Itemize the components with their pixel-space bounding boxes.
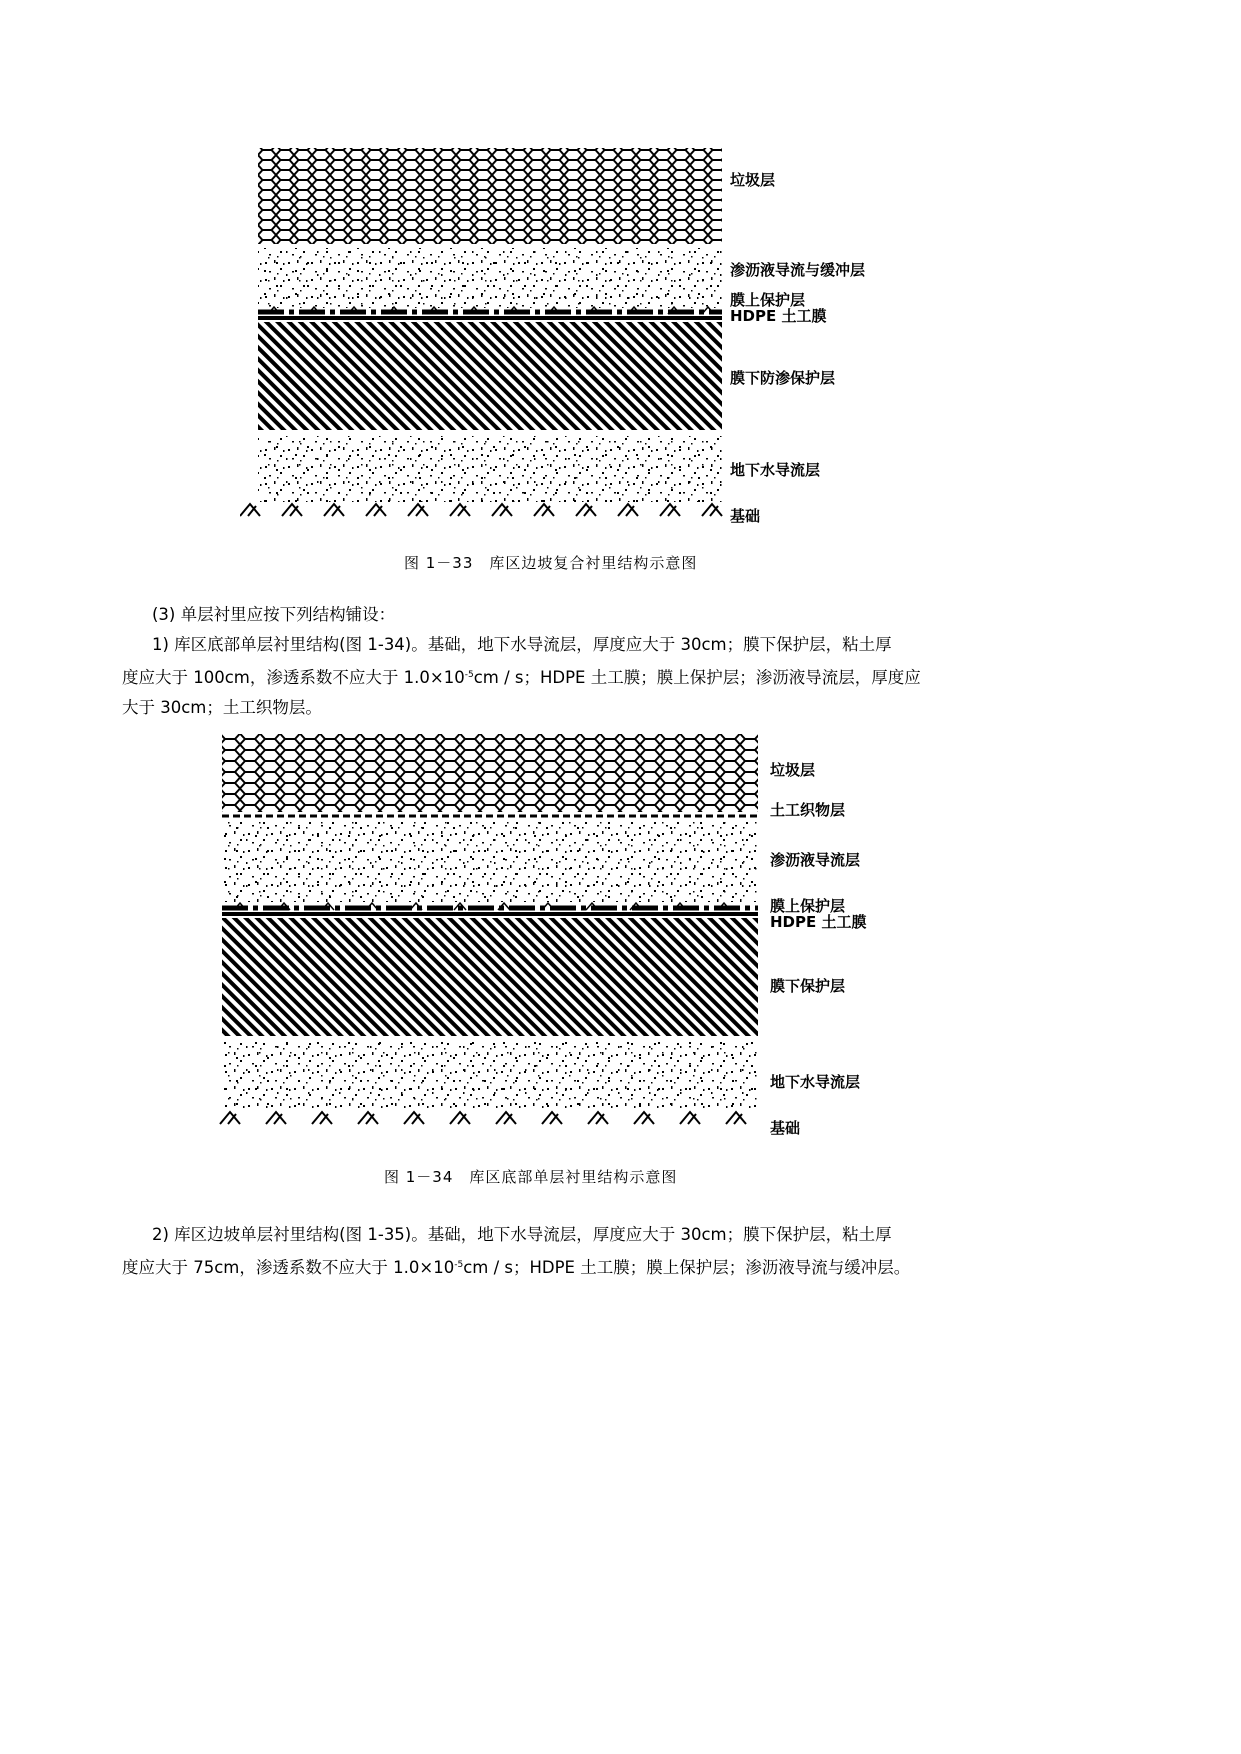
fig2-label-foundation: 基础 [770,1119,801,1137]
under-membrane-protection-layer [258,322,722,430]
garbage-layer [222,734,758,812]
section-3-text [122,600,1122,723]
item-1-line-1: 1) 库区底部单层衬里结构(图 1-34)。基础，地下水导流层，厚度应大于 30cm；膜下保护层，粘土厚 [152,635,892,654]
hdpe-membrane [222,912,758,916]
foundation-symbols [240,504,722,516]
item-2-line-1: 2) 库区边坡单层衬里结构(图 1-35)。基础，地下水导流层，厚度应大于 30cm；膜下保护层，粘土厚 [152,1225,892,1244]
fig2-label-under-protection: 膜下保护层 [770,977,846,995]
fig2-label-membrane-protection: 膜上保护层 [770,897,846,915]
garbage-layer [258,148,722,244]
item-1-line-3: 大于 30cm；土工织物层。 [122,698,322,717]
item-2-line-2: 度应大于 75cm，渗透系数不应大于 $1.0\times 10^{-5}cm / s$；HDPE 土工膜；膜上保护层；渗沥液导流与缓冲层。 [122,1258,911,1277]
figure-1-33-caption: 图 1－33 库区边坡复合衬里结构示意图 [404,554,698,572]
foundation-symbols [220,1112,746,1124]
fig1-label-hdpe: HDPE 土工膜 [730,307,827,325]
fig2-label-groundwater: 地下水导流层 [770,1073,861,1091]
item-2-text [122,1220,1122,1283]
item-1-line-2: 度应大于 100cm，渗透系数不应大于 $1.0\times 10^{-5}cm / s$；HDPE 土工膜；膜上保护层；渗沥液导流层，厚度应 [122,668,921,687]
fig2-label-hdpe: HDPE 土工膜 [770,913,867,931]
fig1-label-membrane-protection: 膜上保护层 [730,291,806,309]
under-membrane-protection-layer [222,918,758,1036]
section-3-heading: (3) 单层衬里应按下列结构铺设： [152,605,396,624]
fig2-label-geotextile: 土工织物层 [770,801,846,819]
fig1-label-garbage: 垃圾层 [730,171,776,189]
figure-1-34-diagram [200,728,840,1148]
figure-1-33-diagram [240,140,800,580]
fig1-label-groundwater: 地下水导流层 [730,461,821,479]
figure-1-34-caption: 图 1－34 库区底部单层衬里结构示意图 [384,1168,678,1186]
fig2-label-leachate: 渗沥液导流层 [770,851,861,869]
fig1-label-leachate-buffer: 渗沥液导流与缓冲层 [730,261,866,279]
hdpe-membrane [258,316,722,320]
fig1-label-foundation: 基础 [730,507,761,525]
fig2-label-garbage: 垃圾层 [770,761,816,779]
fig1-label-under-protection: 膜下防渗保护层 [730,369,836,387]
